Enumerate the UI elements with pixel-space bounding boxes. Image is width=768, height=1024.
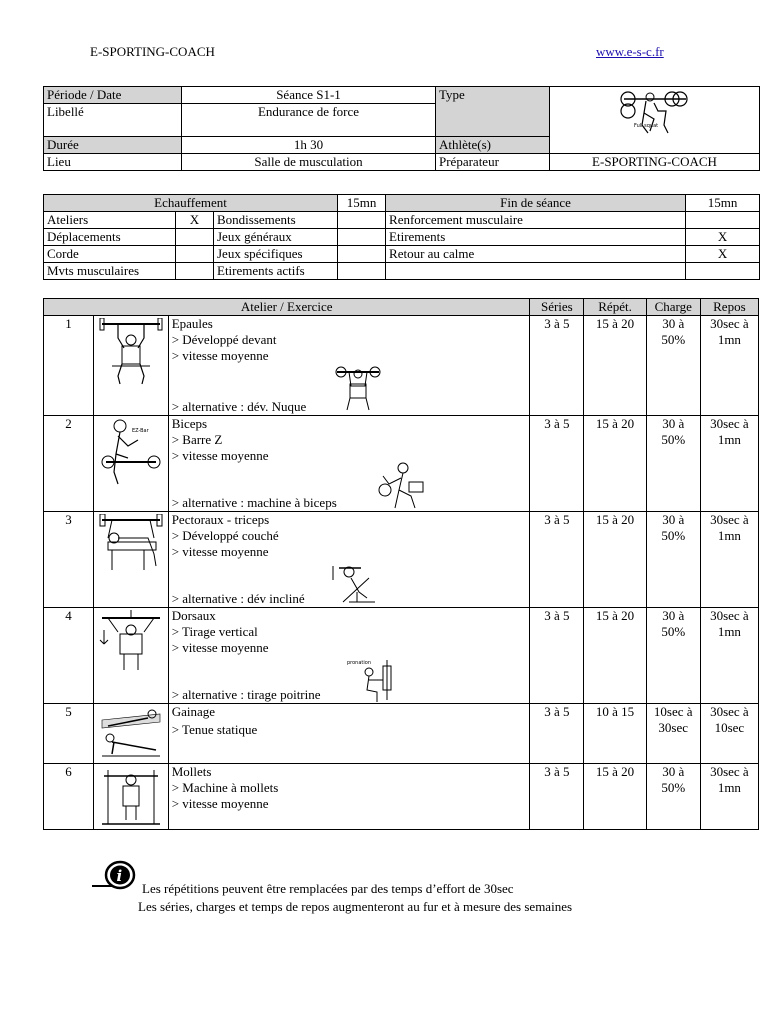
warmup-duration: 15mn [338,195,386,212]
exercise-alternative: > alternative : dév incliné [171,591,305,606]
repos-line: 30sec à [710,704,749,719]
info-icon [92,860,136,892]
pronation-label: pronation [346,660,371,666]
exercise-description [168,512,530,608]
exercise-line: > Machine à mollets [171,780,279,795]
exercise-name: Dorsaux [171,608,216,623]
exercise-image-cell [93,608,168,704]
charge-line: 30 à [662,764,685,779]
behind-neck-press-illustration [335,362,381,414]
ez-bar-label: EZ-Bar [131,428,149,434]
repos-line: 30sec à [710,316,749,331]
seance-value: Séance S1-1 [182,87,436,104]
repos-header: Repos [700,299,758,316]
charge-value [646,704,700,764]
end-mark: X [686,246,760,263]
athlete-label: Athlète(s) [436,137,550,154]
biceps-curl-illustration [98,418,164,486]
exercise-alternative: > alternative : machine à biceps [171,495,337,510]
exercise-name: Mollets [171,764,212,779]
end-mark: X [686,229,760,246]
warmup-item: Mvts musculaires [44,263,176,280]
note-line-2: Les séries, charges et temps de repos augmenteront au fur et à mesure des semaines [138,899,573,914]
repos-value [700,416,758,512]
repos-line: 1mn [717,780,741,795]
exercise-number: 2 [44,416,94,512]
type-image-cell [550,87,760,154]
exercise-image-cell [93,704,168,764]
charge-line: 50% [661,624,686,639]
warmup-mark: X [176,212,214,229]
repos-value [700,764,758,830]
series-value: 3 à 5 [530,704,584,764]
repos-value [700,704,758,764]
repos-line: 1mn [717,528,741,543]
end-item: Retour au calme [386,246,686,263]
repet-value: 15 à 20 [584,608,646,704]
repos-line: 1mn [717,624,741,639]
calf-machine-illustration [98,766,164,828]
end-mark [686,263,760,280]
charge-line: 30 à [662,608,685,623]
repet-value: 15 à 20 [584,416,646,512]
incline-press-illustration [329,562,379,608]
exercise-line: > vitesse moyenne [171,348,269,363]
preparateur-value: E-SPORTING-COACH [550,154,760,171]
exercise-line: > vitesse moyenne [171,544,269,559]
website-link[interactable]: www.e-s-c.fr [596,44,664,59]
exercise-image-cell [93,764,168,830]
warmup-item: Jeux généraux [214,229,338,246]
exercise-description [168,764,530,830]
exercise-name: Gainage [171,704,215,719]
exercise-line: > Tenue statique [171,722,258,737]
full-squat-illustration [620,89,690,143]
lieu-value: Salle de musculation [182,154,436,171]
exercise-image-cell [93,316,168,416]
libelle-label: Libellé [44,104,182,137]
table-row [44,608,759,704]
warmup-item: Corde [44,246,176,263]
exercise-line: > Développé devant [171,332,277,347]
repet-header: Répét. [584,299,646,316]
charge-line: 30 à [662,316,685,331]
charge-header: Charge [646,299,700,316]
bench-press-illustration [98,514,164,582]
warmup-mark [338,229,386,246]
repet-value: 15 à 20 [584,512,646,608]
end-item [386,263,686,280]
charge-value [646,512,700,608]
exercise-line: > Barre Z [171,432,223,447]
lat-pulldown-illustration [98,610,164,678]
charge-line: 50% [661,432,686,447]
table-row [44,416,759,512]
end-item: Etirements [386,229,686,246]
warmup-table [43,194,760,280]
warmup-mark [338,246,386,263]
warmup-mark [176,246,214,263]
charge-line: 50% [661,332,686,347]
periode-label: Période / Date [44,87,182,104]
session-info-table [43,86,760,171]
warmup-title: Echauffement [44,195,338,212]
exercise-number: 1 [44,316,94,416]
warmup-item: Déplacements [44,229,176,246]
exercises-table [43,298,759,830]
repos-line: 1mn [717,332,741,347]
charge-line: 10sec à [653,704,693,719]
exercise-line: > vitesse moyenne [171,448,269,463]
exercise-description [168,704,530,764]
warmup-item: Etirements actifs [214,263,338,280]
warmup-item: Ateliers [44,212,176,229]
charge-value [646,416,700,512]
charge-value [646,316,700,416]
exercise-name: Epaules [171,316,213,331]
repos-line: 1mn [717,432,741,447]
charge-line: 30 à [662,416,685,431]
exercise-alternative: > alternative : tirage poitrine [171,687,321,702]
exercise-alternative: > alternative : dév. Nuque [171,399,307,414]
series-value: 3 à 5 [530,764,584,830]
atelier-header: Atelier / Exercice [44,299,530,316]
charge-value [646,764,700,830]
warmup-item: Jeux spécifiques [214,246,338,263]
warmup-mark [338,212,386,229]
table-row [44,512,759,608]
type-label: Type [436,87,550,137]
type-image-caption: Full squat [633,123,658,129]
repos-value [700,316,758,416]
charge-line: 50% [661,780,686,795]
end-item: Renforcement musculaire [386,212,686,229]
charge-line: 50% [661,528,686,543]
exercise-number: 5 [44,704,94,764]
shoulder-press-illustration [98,318,164,386]
plank-illustration [98,706,164,762]
table-row [44,764,759,830]
end-session-duration: 15mn [686,195,760,212]
exercise-name: Pectoraux - triceps [171,512,270,527]
warmup-mark [176,263,214,280]
series-value: 3 à 5 [530,512,584,608]
preparateur-label: Préparateur [436,154,550,171]
exercise-number: 3 [44,512,94,608]
exercise-image-cell [93,512,168,608]
charge-line: 30 à [662,512,685,527]
exercise-number: 6 [44,764,94,830]
exercise-line: > vitesse moyenne [171,796,269,811]
chest-row-illustration [347,656,397,704]
repos-value [700,608,758,704]
warmup-mark [338,263,386,280]
libelle-value: Endurance de force [182,104,436,137]
svg-text:i: i [116,867,123,885]
warmup-item: Bondissements [214,212,338,229]
table-row [44,704,759,764]
series-header: Séries [530,299,584,316]
duree-value: 1h 30 [182,137,436,154]
repet-value: 15 à 20 [584,764,646,830]
series-value: 3 à 5 [530,416,584,512]
exercise-line: > vitesse moyenne [171,640,269,655]
biceps-machine-illustration [375,460,431,512]
duree-label: Durée [44,137,182,154]
exercise-description [168,416,530,512]
repet-value: 15 à 20 [584,316,646,416]
exercise-line: > Développé couché [171,528,279,543]
brand-title: E-SPORTING-COACH [90,44,215,59]
repos-line: 30sec à [710,416,749,431]
repet-value: 10 à 15 [584,704,646,764]
exercise-description [168,608,530,704]
exercise-number: 4 [44,608,94,704]
end-mark [686,212,760,229]
exercise-line: > Tirage vertical [171,624,258,639]
exercise-description [168,316,530,416]
warmup-mark [176,229,214,246]
end-session-title: Fin de séance [386,195,686,212]
table-row [44,316,759,416]
repos-line: 30sec à [710,608,749,623]
exercise-image-cell [93,416,168,512]
repos-line: 30sec à [710,764,749,779]
repos-value [700,512,758,608]
repos-line: 10sec [714,720,745,735]
exercise-name: Biceps [171,416,208,431]
charge-line: 30sec [658,720,689,735]
series-value: 3 à 5 [530,608,584,704]
series-value: 3 à 5 [530,316,584,416]
repos-line: 30sec à [710,512,749,527]
note-line-1: Les répétitions peuvent être remplacées par des temps d’effort de 30sec [142,881,514,896]
charge-value [646,608,700,704]
lieu-label: Lieu [44,154,182,171]
